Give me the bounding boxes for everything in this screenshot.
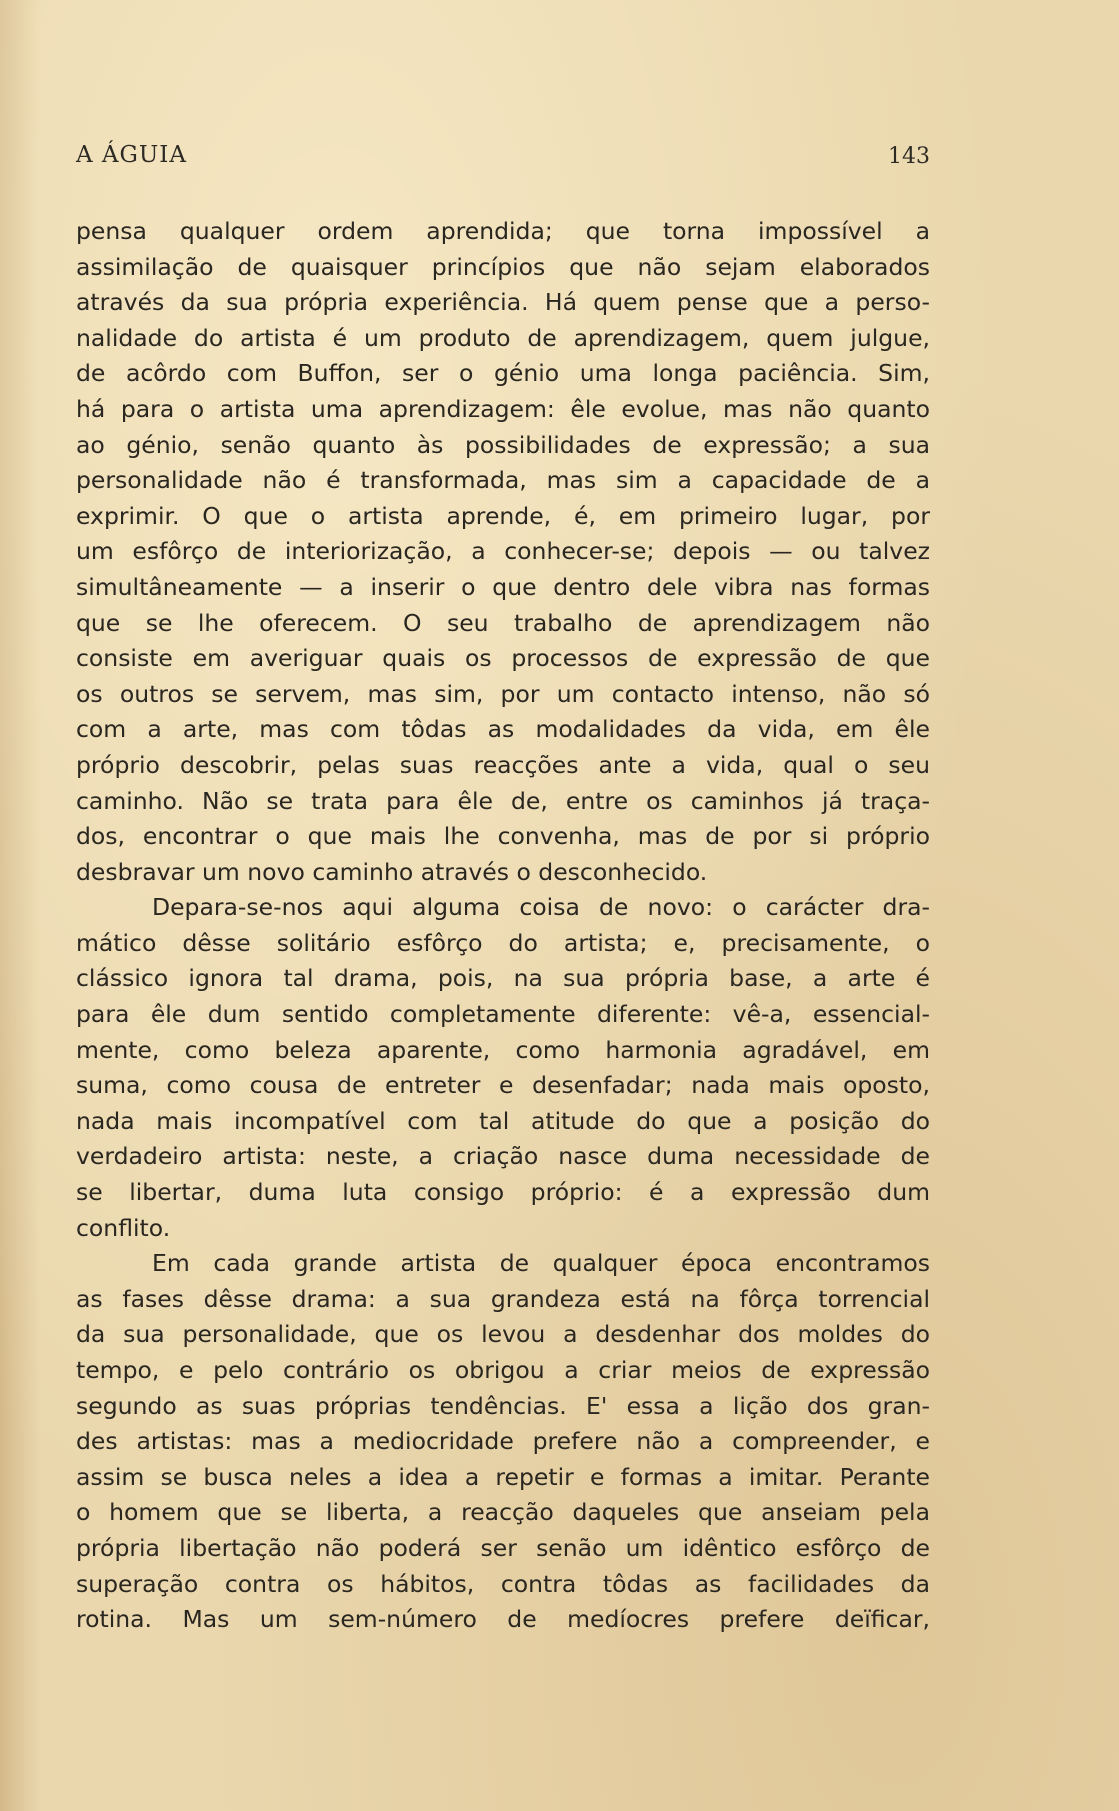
text-line: com a arte, mas com tôdas as modalidades da vida, em êle	[76, 715, 930, 744]
text-line: des artistas: mas a mediocridade prefere não a compreender, e	[76, 1427, 930, 1456]
text-line: tempo, e pelo contrário os obrigou a criar meios de expressão	[76, 1356, 930, 1384]
text-line: pensa qualquer ordem aprendida; que torna impossível a	[76, 217, 930, 245]
body-text	[76, 214, 930, 1638]
text-line: superação contra os hábitos, contra tôdas as facilidades da	[76, 1569, 930, 1598]
text-line: dos, encontrar o que mais lhe convenha, mas de por si próprio	[76, 822, 930, 851]
text-line: mático dêsse solitário esfôrço do artista; e, precisamente, o	[76, 928, 930, 957]
text-line: verdadeiro artista: neste, a criação nasce duma necessidade de	[76, 1142, 930, 1171]
text-line: nalidade do artista é um produto de aprendizagem, quem julgue,	[76, 323, 930, 352]
text-line: há para o artista uma aprendizagem: êle evolue, mas não quanto	[76, 394, 930, 423]
text-line: que se lhe oferecem. O seu trabalho de aprendizagem não	[76, 608, 930, 637]
text-line: segundo as suas próprias tendências. E' essa a lição dos gran-	[76, 1391, 930, 1420]
running-title: A ÁGUIA	[76, 142, 187, 168]
text-line: próprio descobrir, pelas suas reacções ante a vida, qual o seu	[76, 750, 930, 779]
text-line: para êle dum sentido completamente diferente: vê-a, essencial-	[76, 1000, 930, 1029]
text-line: desbravar um novo caminho através o desconhecido.	[76, 857, 708, 886]
text-line: se libertar, duma luta consigo próprio: é a expressão dum	[76, 1178, 930, 1207]
text-line: própria libertação não poderá ser senão um idêntico esfôrço de	[76, 1533, 930, 1562]
text-line: de acôrdo com Buffon, ser o génio uma longa paciência. Sim,	[76, 359, 930, 388]
page-number: 143	[888, 144, 930, 169]
text-line: exprimir. O que o artista aprende, é, em primeiro lugar, por	[76, 501, 930, 530]
text-line: o homem que se liberta, a reacção daqueles que anseiam pela	[76, 1498, 930, 1527]
text-line: Em cada grande artista de qualquer época encontramos	[152, 1249, 930, 1278]
text-line: suma, como cousa de entreter e desenfadar; nada mais oposto,	[76, 1071, 930, 1100]
text-line: através da sua própria experiência. Há quem pense que a perso-	[76, 288, 930, 317]
text-line: consiste em averiguar quais os processos de expressão de que	[76, 644, 930, 673]
text-line: assimilação de quaisquer princípios que não sejam elaborados	[76, 252, 930, 281]
text-line: Depara-se-nos aqui alguma coisa de novo: o carácter dra-	[152, 893, 930, 922]
text-line: simultâneamente — a inserir o que dentro dele vibra nas formas	[76, 572, 930, 601]
running-header	[76, 142, 930, 182]
text-line: as fases dêsse drama: a sua grandeza está na fôrça torrencial	[76, 1284, 930, 1313]
text-line: caminho. Não se trata para êle de, entre os caminhos já traça-	[76, 786, 930, 815]
text-line: nada mais incompatível com tal atitude do que a posição do	[76, 1106, 930, 1135]
text-line: assim se busca neles a idea a repetir e formas a imitar. Perante	[76, 1462, 930, 1491]
text-line: um esfôrço de interiorização, a conhecer-se; depois — ou talvez	[76, 537, 930, 566]
text-line: mente, como beleza aparente, como harmonia agradável, em	[76, 1035, 930, 1064]
text-line: conflito.	[76, 1213, 171, 1242]
text-line: ao génio, senão quanto às possibilidades de expressão; a sua	[76, 430, 930, 459]
text-line: personalidade não é transformada, mas sim a capacidade de a	[76, 466, 930, 495]
text-line: da sua personalidade, que os levou a desdenhar dos moldes do	[76, 1320, 930, 1349]
text-line: os outros se servem, mas sim, por um contacto intenso, não só	[76, 679, 930, 708]
text-line: clássico ignora tal drama, pois, na sua própria base, a arte é	[76, 964, 930, 993]
text-line: rotina. Mas um sem-número de medíocres prefere deïficar,	[76, 1605, 930, 1634]
